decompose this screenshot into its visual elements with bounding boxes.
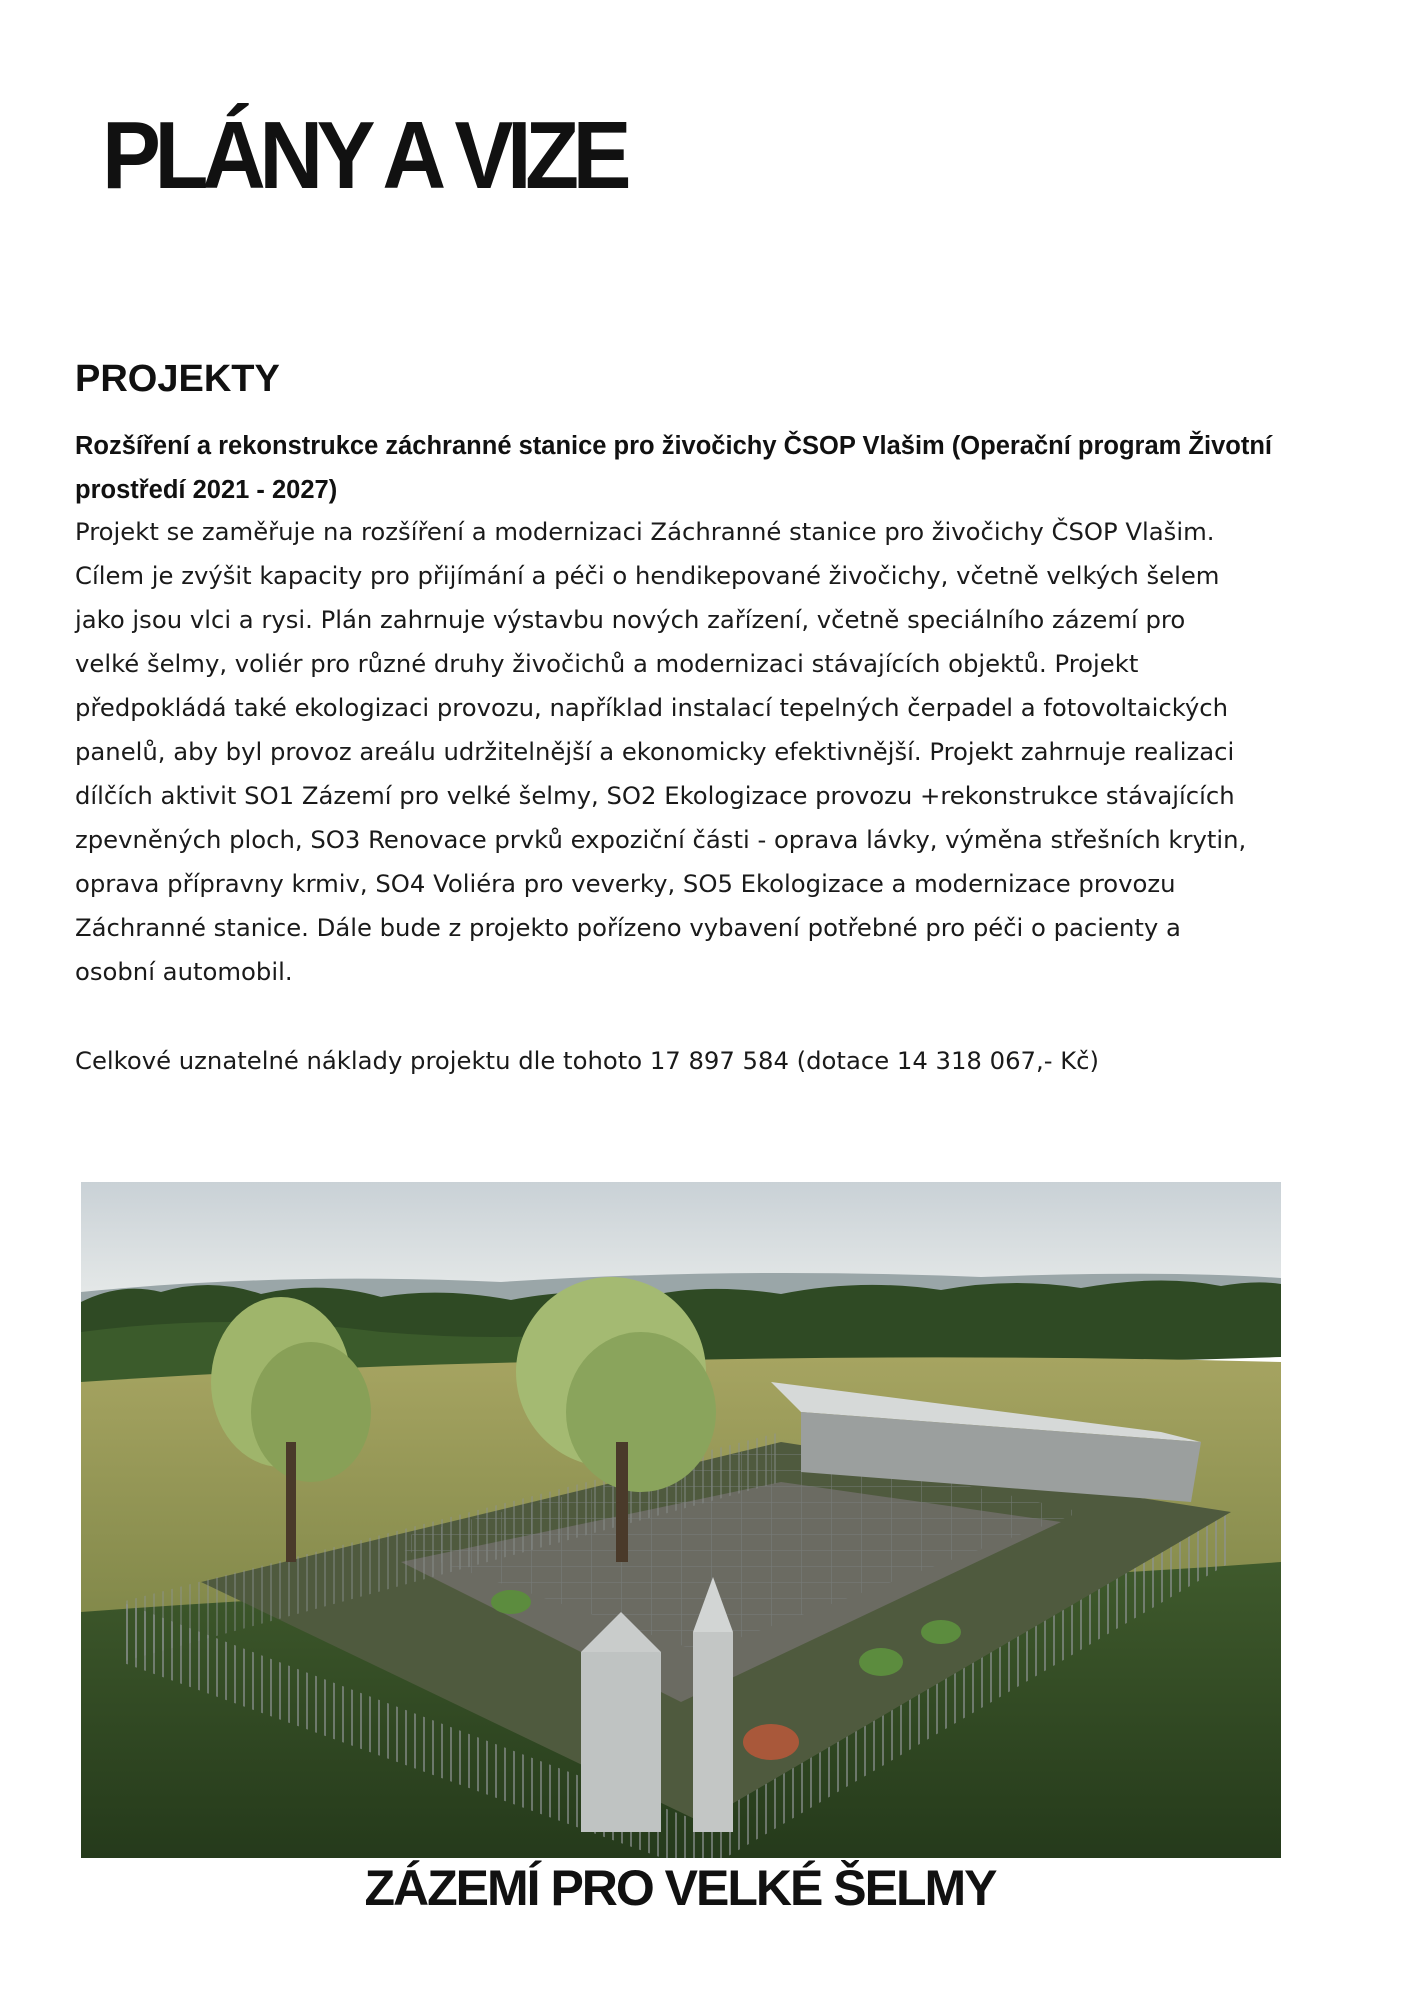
section-heading: PROJEKTY xyxy=(75,358,280,400)
description-line: dílčích aktivit SO1 Zázemí pro velké šelmy, SO2 Ekologizace provozu +rekonstrukce stávajících xyxy=(75,781,1235,810)
project-costs: Celkové uznatelné náklady projektu dle tohoto 17 897 584 (dotace 14 318 067,- Kč) xyxy=(75,1046,1099,1075)
description-line: panelů, aby byl provoz areálu udržitelnější a ekonomicky efektivnější. Projekt zahrnuje realizaci xyxy=(75,737,1235,766)
description-line: osobní automobil. xyxy=(75,957,293,986)
project-description xyxy=(75,510,1315,994)
description-line: Cílem je zvýšit kapacity pro přijímání a péči o hendikepované živočichy, včetně velkých šelem xyxy=(75,561,1220,590)
description-line: velké šelmy, voliér pro různé druhy živočichů a modernizaci stávajících objektů. Projekt xyxy=(75,649,1139,678)
description-line: předpokládá také ekologizaci provozu, například instalací tepelných čerpadel a fotovoltaických xyxy=(75,693,1229,722)
description-line: Projekt se zaměřuje na rozšíření a modernizaci Záchranné stanice pro živočichy ČSOP Vlašim. xyxy=(75,517,1215,546)
description-line: Záchranné stanice. Dále bude z projekto pořízeno vybavení potřebné pro péči o pacienty a xyxy=(75,913,1181,942)
project-title: Rozšíření a rekonstrukce záchranné stanice pro živočichy ČSOP Vlašim (Operační program Životní prostředí 2021 - 2027) xyxy=(75,432,1272,504)
description-line: zpevněných ploch, SO3 Renovace prvků expoziční části - oprava lávky, výměna střešních krytin, xyxy=(75,825,1247,854)
figure-caption: ZÁZEMÍ PRO VELKÉ ŠELMY xyxy=(364,1860,996,1916)
description-line: jako jsou vlci a rysi. Plán zahrnuje výstavbu nových zařízení, včetně speciálního zázemí pro xyxy=(75,605,1186,634)
description-line: oprava přípravny krmiv, SO4 Voliéra pro veverky, SO5 Ekologizace a modernizace provozu xyxy=(75,869,1176,898)
page-title: PLÁNY A VIZE xyxy=(102,102,626,209)
enclosure-render-image xyxy=(81,1182,1281,1858)
